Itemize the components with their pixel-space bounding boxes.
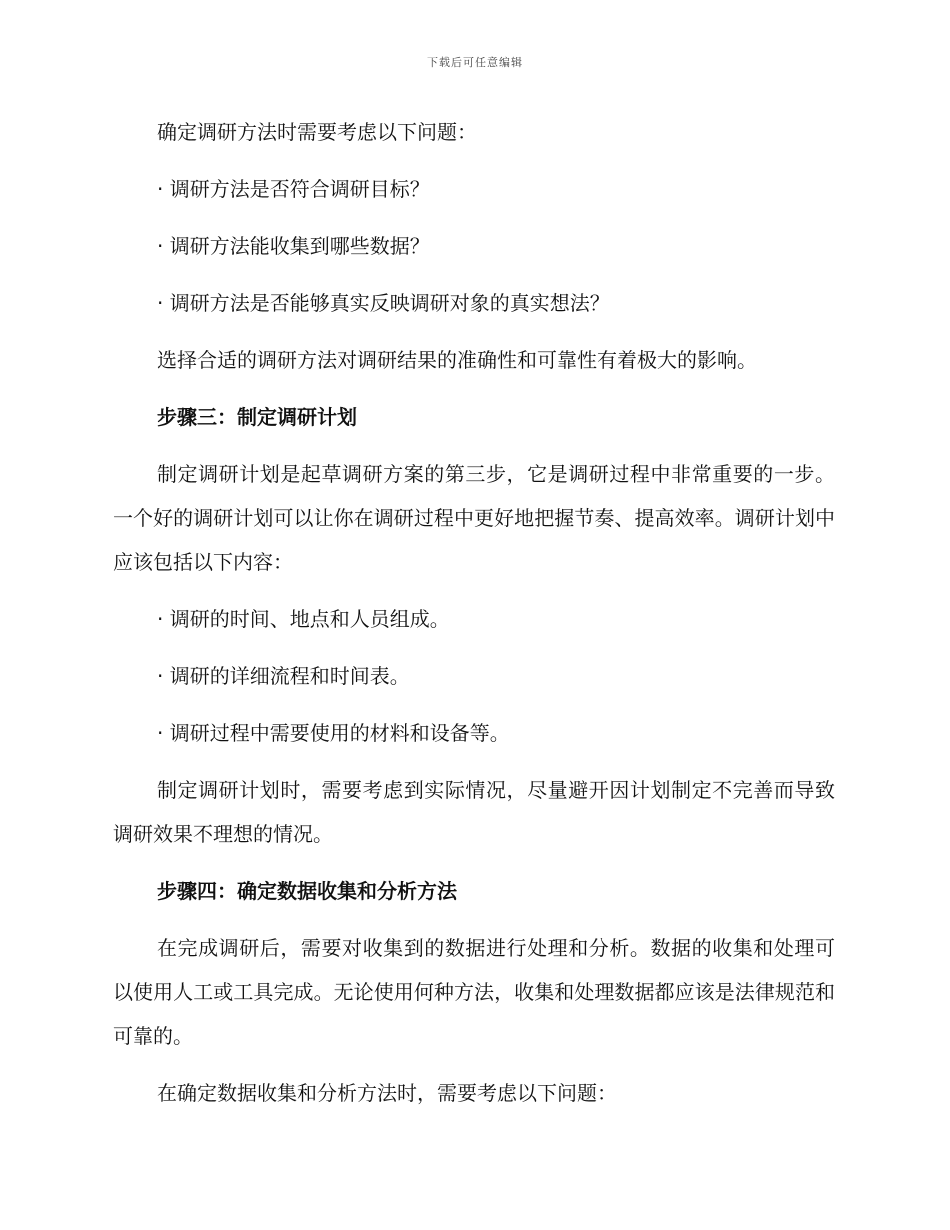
section-heading-step-four: 步骤四：确定数据收集和分析方法 [157, 879, 457, 903]
paragraph-data-processing: 在完成调研后，需要对收集到的数据进行处理和分析。数据的收集和处理可以使用人工或工具完成。无论使用何种方法，收集和处理数据都应该是法律规范和可靠的。 [113, 936, 835, 1048]
bullet-item: · 调研过程中需要使用的材料和设备等。 [157, 721, 510, 745]
bullet-item: · 调研方法是否能够真实反映调研对象的真实想法？ [157, 291, 610, 315]
paragraph-plan-intro: 制定调研计划是起草调研方案的第三步，它是调研过程中非常重要的一步。一个好的调研计划可以让你在调研过程中更好地把握节奏、提高效率。调研计划中应该包括以下内容： [113, 462, 835, 574]
document-body [113, 110, 835, 1128]
bullet-item: · 调研的详细流程和时间表。 [157, 664, 410, 688]
bullet-item: · 调研方法能收集到哪些数据？ [157, 234, 430, 258]
page-header: 下载后可任意编辑 [427, 56, 523, 69]
paragraph-data-questions-intro: 在确定数据收集和分析方法时，需要考虑以下问题： [157, 1081, 617, 1105]
section-heading-step-three: 步骤三：制定调研计划 [157, 405, 357, 429]
bullet-item: · 调研方法是否符合调研目标？ [157, 177, 430, 201]
bullet-item: · 调研的时间、地点和人员组成。 [157, 607, 450, 631]
paragraph-method-importance: 选择合适的调研方法对调研结果的准确性和可靠性有着极大的影响。 [157, 348, 757, 372]
paragraph-plan-considerations: 制定调研计划时，需要考虑到实际情况，尽量避开因计划制定不完善而导致调研效果不理想的情况。 [113, 778, 835, 846]
paragraph-method-questions-intro: 确定调研方法时需要考虑以下问题： [157, 120, 477, 144]
